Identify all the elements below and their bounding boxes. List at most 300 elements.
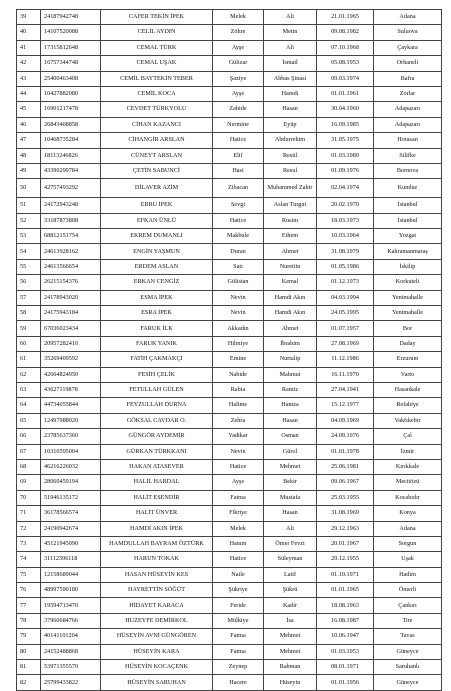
id-number-cell: 46216226032	[41, 459, 101, 474]
table-row	[17, 490, 442, 505]
mother-name-cell: Zeynep	[213, 660, 264, 675]
birth-date-cell: 01.01.1961	[317, 86, 374, 101]
father-name-cell: Ali	[264, 10, 317, 25]
birth-date-cell: 10.06.1947	[317, 629, 374, 644]
father-name-cell: Süleyman	[264, 552, 317, 567]
birth-date-cell: 01.01.1978	[317, 444, 374, 459]
father-name-cell: Ramiz	[264, 382, 317, 397]
id-number-cell: 68812151754	[41, 229, 101, 244]
birth-date-cell: 24.05.1995	[317, 306, 374, 321]
birth-date-cell: 01.01.1965	[317, 583, 374, 598]
father-name-cell: Hamza	[264, 398, 317, 413]
id-number-cell: 25400463408	[41, 71, 101, 86]
birth-place-cell: Yenimahalle	[374, 306, 442, 321]
full-name-cell: ESMA İPEK	[101, 290, 213, 305]
row-number-cell: 76	[17, 583, 41, 598]
full-name-cell: HÜSEYİN KARA	[101, 644, 213, 659]
table-row	[17, 244, 442, 259]
table-row	[17, 506, 442, 521]
id-number-cell: 18113246826	[41, 148, 101, 163]
birth-date-cell: 16.11.1970	[317, 367, 374, 382]
mother-name-cell: Hasi	[213, 163, 264, 178]
father-name-cell: Mehmet	[264, 629, 317, 644]
birth-place-cell: Hasankale	[374, 382, 442, 397]
father-name-cell: Hamdi Akın	[264, 290, 317, 305]
id-number-cell: 12158689044	[41, 567, 101, 582]
father-name-cell: Mehmet	[264, 644, 317, 659]
mother-name-cell: Nevin	[213, 444, 264, 459]
table-row	[17, 629, 442, 644]
birth-date-cell: 11.12.1986	[317, 352, 374, 367]
id-number-cell: 17315812648	[41, 40, 101, 55]
father-name-cell: Abbas Şinasi	[264, 71, 317, 86]
full-name-cell: CEVDET TÜRKYOLU	[101, 102, 213, 117]
row-number-cell: 63	[17, 382, 41, 397]
table-row	[17, 25, 442, 40]
full-name-cell: CÜNEYT ARSLAN	[101, 148, 213, 163]
father-name-cell: Osman	[264, 429, 317, 444]
row-number-cell: 82	[17, 675, 41, 690]
birth-place-cell: Silifke	[374, 148, 442, 163]
table-row	[17, 259, 442, 274]
birth-place-cell: Sorgun	[374, 536, 442, 551]
birth-date-cell: 01.10.1971	[317, 567, 374, 582]
full-name-cell: HALİT ÜNVER	[101, 506, 213, 521]
mother-name-cell: Hacere	[213, 675, 264, 690]
birth-place-cell: Adana	[374, 10, 442, 25]
table-row	[17, 367, 442, 382]
father-name-cell: Ahmet	[264, 321, 317, 336]
father-name-cell: Nurettin	[264, 259, 317, 274]
full-name-cell: ESRA İPEK	[101, 306, 213, 321]
id-number-cell: 28060459194	[41, 475, 101, 490]
birth-date-cell: 15.12.1977	[317, 398, 374, 413]
birth-place-cell: Ömerli	[374, 583, 442, 598]
mother-name-cell: Gülistan	[213, 275, 264, 290]
father-name-cell: Ethem	[264, 229, 317, 244]
father-name-cell: Kadir	[264, 598, 317, 613]
father-name-cell: Ali	[264, 521, 317, 536]
id-number-cell: 24187942748	[41, 10, 101, 25]
row-number-cell: 73	[17, 536, 41, 551]
birth-place-cell: Yozgat	[374, 229, 442, 244]
row-number-cell: 55	[17, 259, 41, 274]
birth-date-cell: 16.09.1985	[317, 117, 374, 132]
id-number-cell: 44734055844	[41, 398, 101, 413]
birth-place-cell: İzmir	[374, 444, 442, 459]
table-row	[17, 459, 442, 474]
mother-name-cell: Zahide	[213, 102, 264, 117]
mother-name-cell: Satı	[213, 259, 264, 274]
birth-place-cell: Çankırı	[374, 598, 442, 613]
row-number-cell: 57	[17, 290, 41, 305]
father-name-cell: Hüseyin	[264, 675, 317, 690]
father-name-cell: Bekir	[264, 475, 317, 490]
full-name-cell: DİLAVER AZİM	[101, 179, 213, 198]
id-number-cell: 24613928162	[41, 244, 101, 259]
birth-place-cell: Yenimahalle	[374, 290, 442, 305]
father-name-cell: İsmail	[264, 56, 317, 71]
table-row	[17, 179, 442, 198]
birth-date-cell: 18.08.1963	[317, 598, 374, 613]
mother-name-cell: Hatice	[213, 459, 264, 474]
mother-name-cell: Zehra	[213, 413, 264, 428]
full-name-cell: HASAN HÜSEYİN KES	[101, 567, 213, 582]
full-name-cell: CEMİL BAYTEKİN TEBER	[101, 71, 213, 86]
id-number-cell: 26843408858	[41, 117, 101, 132]
row-number-cell: 49	[17, 163, 41, 178]
id-number-cell: 31112396118	[41, 552, 101, 567]
full-name-cell: FARUK İLK	[101, 321, 213, 336]
row-number-cell: 74	[17, 552, 41, 567]
father-name-cell: Muhammed Zahir	[264, 179, 317, 198]
father-name-cell: İsa	[264, 613, 317, 628]
father-name-cell: Mahmut	[264, 367, 317, 382]
id-number-cell: 45121945090	[41, 536, 101, 551]
table-row	[17, 398, 442, 413]
row-number-cell: 72	[17, 521, 41, 536]
birth-place-cell: Kahramanmaraş	[374, 244, 442, 259]
birth-place-cell: Adana	[374, 521, 442, 536]
birth-date-cell: 01.05.1986	[317, 259, 374, 274]
mother-name-cell: Şükriye	[213, 583, 264, 598]
full-name-cell: ERDEM ASLAN	[101, 259, 213, 274]
mother-name-cell: Halime	[213, 398, 264, 413]
row-number-cell: 79	[17, 629, 41, 644]
birth-place-cell: Güneyce	[374, 675, 442, 690]
id-number-cell: 20957282410	[41, 336, 101, 351]
birth-place-cell: Daday	[374, 336, 442, 351]
table-row	[17, 321, 442, 336]
birth-date-cell: 07.10.1968	[317, 40, 374, 55]
father-name-cell: Resul	[264, 163, 317, 178]
row-number-cell: 68	[17, 459, 41, 474]
full-name-cell: ERKAN CENGİZ	[101, 275, 213, 290]
full-name-cell: FETULLAH GÜLEN	[101, 382, 213, 397]
mother-name-cell: Elif	[213, 148, 264, 163]
full-name-cell: CELİL AYDIN	[101, 25, 213, 40]
table-row	[17, 229, 442, 244]
id-number-cell: 24178943020	[41, 290, 101, 305]
birth-date-cell: 27.04.1941	[317, 382, 374, 397]
birth-date-cell: 27.08.1969	[317, 336, 374, 351]
row-number-cell: 61	[17, 352, 41, 367]
birth-place-cell: Horasan	[374, 133, 442, 148]
birth-place-cell: Adapazarı	[374, 117, 442, 132]
mother-name-cell: Ayşe	[213, 86, 264, 101]
mother-name-cell: Ayşe	[213, 475, 264, 490]
birth-date-cell: 18.03.1973	[317, 213, 374, 228]
row-number-cell: 50	[17, 179, 41, 198]
id-number-cell: 19594713470	[41, 598, 101, 613]
id-number-cell: 24175943184	[41, 306, 101, 321]
birth-place-cell: Bafra	[374, 71, 442, 86]
birth-date-cell: 31.05.1975	[317, 133, 374, 148]
full-name-cell: HAMDİ AKIN İPEK	[101, 521, 213, 536]
row-number-cell: 59	[17, 321, 41, 336]
birth-date-cell: 01.09.1976	[317, 163, 374, 178]
id-number-cell: 35269409592	[41, 352, 101, 367]
table-row	[17, 102, 442, 117]
mother-name-cell: Nahide	[213, 367, 264, 382]
father-name-cell: Şükrü	[264, 583, 317, 598]
full-name-cell: EBRU İPEK	[101, 198, 213, 213]
birth-place-cell: İskilip	[374, 259, 442, 274]
birth-date-cell: 20.02.1970	[317, 198, 374, 213]
row-number-cell: 46	[17, 117, 41, 132]
mother-name-cell: Fatma	[213, 490, 264, 505]
birth-place-cell: Adapazarı	[374, 102, 442, 117]
mother-name-cell: Melek	[213, 10, 264, 25]
full-name-cell: HÜSEYİN KOCAÇENK	[101, 660, 213, 675]
father-name-cell: Mustafa	[264, 490, 317, 505]
father-name-cell: Metin	[264, 25, 317, 40]
id-number-cell: 43627119878	[41, 382, 101, 397]
id-number-cell: 43390299784	[41, 163, 101, 178]
birth-date-cell: 01.01.1956	[317, 675, 374, 690]
row-number-cell: 81	[17, 660, 41, 675]
mother-name-cell: Naile	[213, 567, 264, 582]
birth-place-cell: Kocahıdır	[374, 490, 442, 505]
birth-date-cell: 09.08.1982	[317, 25, 374, 40]
table-row	[17, 336, 442, 351]
birth-date-cell: 16.08.1987	[317, 613, 374, 628]
table-row	[17, 213, 442, 228]
table-row	[17, 382, 442, 397]
row-number-cell: 69	[17, 475, 41, 490]
person-list-table	[16, 9, 442, 691]
full-name-cell: HAMDULLAH BAYRAM ÖZTÜRK	[101, 536, 213, 551]
birth-date-cell: 09.06.1967	[317, 475, 374, 490]
row-number-cell: 42	[17, 56, 41, 71]
mother-name-cell: Akkadın	[213, 321, 264, 336]
full-name-cell: EFKAN ÜNLÜ	[101, 213, 213, 228]
id-number-cell: 14107520088	[41, 25, 101, 40]
id-number-cell: 67036023434	[41, 321, 101, 336]
birth-date-cell: 09.03.1974	[317, 71, 374, 86]
full-name-cell: CEMAL TÜRK	[101, 40, 213, 55]
row-number-cell: 71	[17, 506, 41, 521]
birth-place-cell: Kunduz	[374, 179, 442, 198]
birth-place-cell: Tavas	[374, 629, 442, 644]
birth-place-cell: Mecitözü	[374, 475, 442, 490]
table-row	[17, 163, 442, 178]
birth-date-cell: 01.07.1957	[317, 321, 374, 336]
full-name-cell: GÖKSAL CAVDAR O.	[101, 413, 213, 428]
father-name-cell: Aslan Turgut	[264, 198, 317, 213]
birth-place-cell: İstanbul	[374, 213, 442, 228]
row-number-cell: 70	[17, 490, 41, 505]
father-name-cell: Ahmet	[264, 244, 317, 259]
mother-name-cell: Emine	[213, 352, 264, 367]
full-name-cell: EKREM DUMANLI	[101, 229, 213, 244]
father-name-cell: Rusim	[264, 213, 317, 228]
birth-date-cell: 01.03.1980	[317, 148, 374, 163]
row-number-cell: 60	[17, 336, 41, 351]
full-name-cell: CEMİL KOCA	[101, 86, 213, 101]
table-row	[17, 352, 442, 367]
mother-name-cell: Zöhre	[213, 25, 264, 40]
row-number-cell: 77	[17, 598, 41, 613]
table-row	[17, 475, 442, 490]
father-name-cell: Ömer Fevzi	[264, 536, 317, 551]
birth-date-cell: 25.06.1981	[317, 459, 374, 474]
birth-date-cell: 20.01.1967	[317, 536, 374, 551]
full-name-cell: FEYZULLAH DURNA	[101, 398, 213, 413]
id-number-cell: 40141101204	[41, 629, 101, 644]
birth-place-cell: Varto	[374, 367, 442, 382]
id-number-cell: 10468735284	[41, 133, 101, 148]
table-row	[17, 444, 442, 459]
mother-name-cell: Makbule	[213, 229, 264, 244]
table-row	[17, 567, 442, 582]
mother-name-cell: Hatice	[213, 552, 264, 567]
id-number-cell: 23785637360	[41, 429, 101, 444]
birth-date-cell: 29.12.1955	[317, 552, 374, 567]
table-row	[17, 10, 442, 25]
birth-date-cell: 29.12.1963	[317, 521, 374, 536]
birth-place-cell: Bor	[374, 321, 442, 336]
birth-place-cell: Korkuteli	[374, 275, 442, 290]
table-row	[17, 413, 442, 428]
id-number-cell: 26215154376	[41, 275, 101, 290]
table-row	[17, 290, 442, 305]
mother-name-cell: Nevin	[213, 306, 264, 321]
table-row	[17, 613, 442, 628]
id-number-cell: 53971355570	[41, 660, 101, 675]
id-number-cell: 24172943248	[41, 198, 101, 213]
table-row	[17, 117, 442, 132]
birth-date-cell: 08.01.1971	[317, 660, 374, 675]
row-number-cell: 44	[17, 86, 41, 101]
row-number-cell: 62	[17, 367, 41, 382]
table-row	[17, 536, 442, 551]
mother-name-cell: Hatice	[213, 213, 264, 228]
father-name-cell: Hasan	[264, 413, 317, 428]
birth-place-cell: Çaykara	[374, 40, 442, 55]
row-number-cell: 51	[17, 198, 41, 213]
row-number-cell: 48	[17, 148, 41, 163]
mother-name-cell: Ayşe	[213, 40, 264, 55]
id-number-cell: 16757344748	[41, 56, 101, 71]
father-name-cell: Gürol	[264, 444, 317, 459]
birth-date-cell: 21.01.1965	[317, 10, 374, 25]
full-name-cell: HAYRETTİN SÖĞÜT	[101, 583, 213, 598]
father-name-cell: Latif	[264, 567, 317, 582]
full-name-cell: GÜNGÖR AYDEMİR	[101, 429, 213, 444]
table-row	[17, 552, 442, 567]
row-number-cell: 66	[17, 429, 41, 444]
mother-name-cell: Hatice	[213, 133, 264, 148]
table-body	[17, 10, 442, 691]
mother-name-cell: Hilmiye	[213, 336, 264, 351]
birth-date-cell: 04.03.1994	[317, 290, 374, 305]
row-number-cell: 45	[17, 102, 41, 117]
mother-name-cell: Mülkiye	[213, 613, 264, 628]
id-number-cell: 42757493292	[41, 179, 101, 198]
id-number-cell: 51946135172	[41, 490, 101, 505]
id-number-cell: 25799433822	[41, 675, 101, 690]
full-name-cell: FATİH ÇAKMAKÇI	[101, 352, 213, 367]
birth-place-cell: Çal	[374, 429, 442, 444]
birth-place-cell: Erzurum	[374, 352, 442, 367]
id-number-cell: 24613566654	[41, 259, 101, 274]
mother-name-cell: Melek	[213, 521, 264, 536]
father-name-cell: Hasan	[264, 102, 317, 117]
full-name-cell: FESİH ÇELİK	[101, 367, 213, 382]
father-name-cell: İbrahim	[264, 336, 317, 351]
full-name-cell: HALİT ESENDİR	[101, 490, 213, 505]
mother-name-cell: Gülizar	[213, 56, 264, 71]
id-number-cell: 42664824950	[41, 367, 101, 382]
table-row	[17, 521, 442, 536]
id-number-cell: 48997590180	[41, 583, 101, 598]
row-number-cell: 47	[17, 133, 41, 148]
full-name-cell: HALİL HARDAL	[101, 475, 213, 490]
row-number-cell: 58	[17, 306, 41, 321]
table-row	[17, 71, 442, 86]
mother-name-cell: Şaziye	[213, 71, 264, 86]
birth-date-cell: 31.08.1979	[317, 244, 374, 259]
mother-name-cell: Nermine	[213, 117, 264, 132]
birth-place-cell: İstanbul	[374, 198, 442, 213]
father-name-cell: Hasan	[264, 506, 317, 521]
full-name-cell: CEMAL UŞAK	[101, 56, 213, 71]
birth-place-cell: Tire	[374, 613, 442, 628]
row-number-cell: 75	[17, 567, 41, 582]
birth-date-cell: 01.12.1973	[317, 275, 374, 290]
birth-date-cell: 10.03.1964	[317, 229, 374, 244]
full-name-cell: FARUK YANIK	[101, 336, 213, 351]
table-row	[17, 198, 442, 213]
mother-name-cell: Duran	[213, 244, 264, 259]
mother-name-cell: Rabia	[213, 382, 264, 397]
table-row	[17, 644, 442, 659]
father-name-cell: Eyüp	[264, 117, 317, 132]
mother-name-cell: Fikriye	[213, 506, 264, 521]
father-name-cell: Ali	[264, 40, 317, 55]
father-name-cell: Hamdi Akın	[264, 306, 317, 321]
row-number-cell: 78	[17, 613, 41, 628]
row-number-cell: 53	[17, 229, 41, 244]
table-row	[17, 429, 442, 444]
row-number-cell: 52	[17, 213, 41, 228]
mother-name-cell: Yadikar	[213, 429, 264, 444]
full-name-cell: HUZEYFE DEMİRKOL	[101, 613, 213, 628]
birth-date-cell: 02.04.1974	[317, 179, 374, 198]
id-number-cell: 16901217478	[41, 102, 101, 117]
table-row	[17, 133, 442, 148]
row-number-cell: 67	[17, 444, 41, 459]
mother-name-cell: Feride	[213, 598, 264, 613]
birth-place-cell: Bornova	[374, 163, 442, 178]
mother-name-cell: Fatma	[213, 644, 264, 659]
birth-place-cell: Uşak	[374, 552, 442, 567]
birth-place-cell: Zorlar	[374, 86, 442, 101]
table-row	[17, 583, 442, 598]
birth-place-cell: Güneyce	[374, 644, 442, 659]
full-name-cell: HARUN TOKAK	[101, 552, 213, 567]
birth-place-cell: Saruhanlı	[374, 660, 442, 675]
birth-place-cell: Refahiye	[374, 398, 442, 413]
table-row	[17, 56, 442, 71]
birth-date-cell: 04.09.1969	[317, 413, 374, 428]
row-number-cell: 64	[17, 398, 41, 413]
father-name-cell: Abdurrehim	[264, 133, 317, 148]
full-name-cell: CİHAN KAZANCI	[101, 117, 213, 132]
mother-name-cell: Hanım	[213, 536, 264, 551]
row-number-cell: 40	[17, 25, 41, 40]
